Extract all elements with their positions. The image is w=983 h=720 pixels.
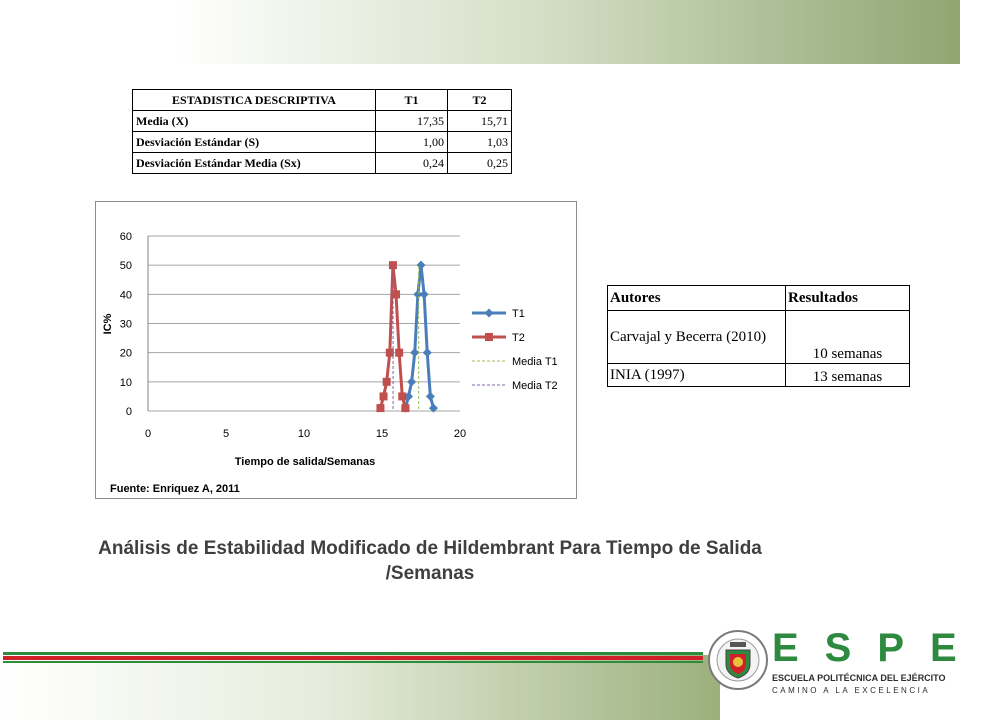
stats-cell-t2: 0,25 (448, 153, 512, 174)
stats-cell-t2: 15,71 (448, 111, 512, 132)
stats-header-label: ESTADISTICA DESCRIPTIVA (133, 90, 376, 111)
data-point (395, 349, 403, 357)
data-point (420, 290, 429, 299)
table-row (608, 311, 910, 364)
data-point (380, 392, 388, 400)
stats-row-label: Desviación Estándar Media (Sx) (133, 153, 376, 174)
authors-table (607, 285, 910, 387)
university-seal-icon (708, 628, 768, 692)
data-point (407, 377, 416, 386)
x-tick-label: 5 (222, 428, 230, 440)
y-tick-label: 30 (119, 318, 132, 331)
chart-source-note: Fuente: Enriquez A, 2011 (110, 483, 240, 495)
legend-marker (485, 309, 494, 318)
x-axis-label: Tiempo de salida/Semanas (234, 456, 376, 468)
y-axis-label: IC% (102, 313, 114, 335)
espe-logo (706, 626, 983, 696)
stats-cell-t1: 0,24 (376, 153, 448, 174)
authors-header-author: Autores (608, 286, 786, 311)
logo-subtitle: ESCUELA POLITÉCNICA DEL EJÉRCITO (772, 673, 946, 683)
x-tick-label: 0 (144, 428, 152, 440)
x-tick-label: 20 (453, 428, 467, 440)
data-point (417, 261, 426, 270)
table-row (133, 111, 512, 132)
divider-stripe-red (3, 656, 703, 660)
legend-label: Media T2 (512, 380, 558, 392)
stats-row-label: Media (X) (133, 111, 376, 132)
header-gradient-band (0, 0, 960, 64)
logo-wordmark: ESPE (772, 626, 983, 670)
legend-label: Media T1 (512, 356, 558, 368)
chart-legend (472, 308, 558, 392)
footer-gradient-band (0, 655, 720, 720)
result-cell: 10 semanas (786, 311, 910, 364)
slide-caption: Análisis de Estabilidad Modificado de Hildembrant Para Tiempo de Salida /Semanas (98, 538, 762, 584)
y-tick-label: 60 (119, 231, 132, 243)
legend-marker (485, 333, 493, 341)
data-point (423, 348, 432, 357)
y-tick-label: 0 (125, 406, 132, 418)
divider-stripe-green-2 (3, 661, 703, 663)
author-cell: INIA (1997) (608, 364, 786, 387)
stats-header-t1: T1 (376, 90, 448, 111)
chart-container (95, 201, 577, 499)
author-cell: Carvajal y Becerra (2010) (608, 311, 786, 364)
y-tick-label: 40 (119, 289, 132, 302)
stats-row-label: Desviación Estándar (S) (133, 132, 376, 153)
result-cell: 13 semanas (786, 364, 910, 387)
data-point (383, 378, 391, 386)
y-tick-label: 10 (119, 376, 132, 389)
stats-header-t2: T2 (448, 90, 512, 111)
stats-header-row (133, 90, 512, 111)
x-tick-label: 15 (375, 428, 389, 440)
data-point (376, 404, 384, 412)
y-tick-label: 20 (119, 347, 132, 360)
stats-cell-t1: 1,00 (376, 132, 448, 153)
stats-table (132, 89, 512, 174)
data-point (401, 404, 409, 412)
table-row (133, 132, 512, 153)
legend-label: T1 (512, 308, 525, 320)
table-row (608, 364, 910, 387)
line-chart (96, 202, 576, 498)
authors-header-result: Resultados (786, 286, 910, 311)
data-point (410, 348, 419, 357)
data-point (426, 392, 435, 401)
divider-stripe-green (3, 652, 703, 655)
stats-cell-t1: 17,35 (376, 111, 448, 132)
table-row (133, 153, 512, 174)
x-tick-label: 10 (297, 428, 311, 440)
logo-tagline: CAMINO A LA EXCELENCIA (772, 686, 931, 695)
y-tick-label: 50 (119, 260, 132, 273)
stats-cell-t2: 1,03 (448, 132, 512, 153)
series-line (405, 265, 433, 408)
authors-header-row (608, 286, 910, 311)
legend-label: T2 (512, 332, 525, 344)
data-point (398, 392, 406, 400)
